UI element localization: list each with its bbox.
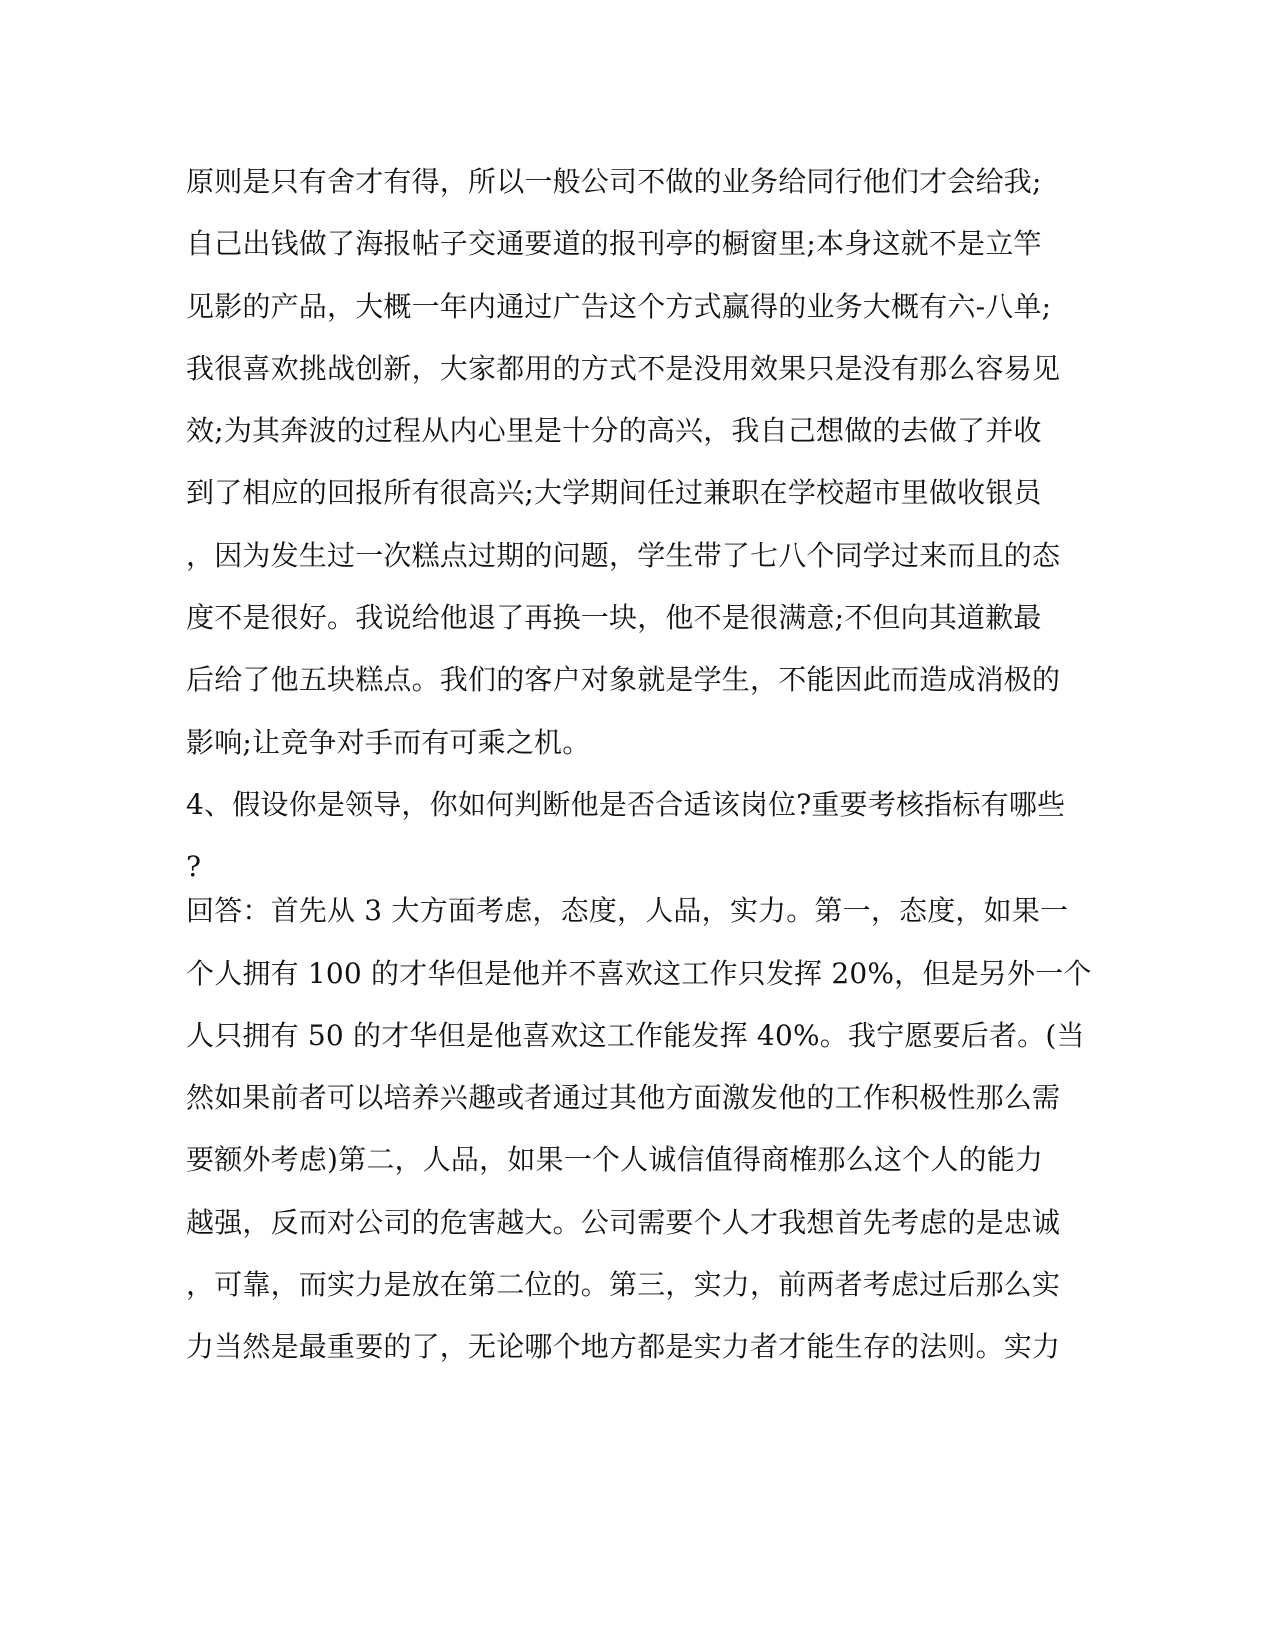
answer-line: 个人拥有 100 的才华但是他并不喜欢这工作只发挥 20%，但是另外一个	[186, 956, 1092, 990]
text-line: 效;为其奔波的过程从内心里是十分的高兴，我自己想做的去做了并收	[186, 414, 1042, 448]
body-text	[186, 162, 1092, 1390]
question-heading-continuation: ?	[186, 850, 202, 884]
text-line: ，因为发生过一次糕点过期的问题，学生带了七八个同学过来而且的态	[186, 538, 1061, 572]
question-heading: 4、假设你是领导，你如何判断他是否合适该岗位?重要考核指标有哪些	[186, 787, 1066, 821]
text-line: 见影的产品，大概一年内通过广告这个方式赢得的业务大概有六-八单;	[186, 289, 1052, 323]
text-line: 原则是只有舍才有得，所以一般公司不做的业务给同行他们才会给我;	[186, 165, 1042, 198]
answer-line: 要额外考虑)第二，人品，如果一个人诚信值得商榷那么这个人的能力	[186, 1143, 1044, 1177]
text-line: 到了相应的回报所有很高兴;大学期间任过兼职在学校超市里做收银员	[186, 476, 1042, 510]
text-line: 后给了他五块糕点。我们的客户对象就是学生，不能因此而造成消极的	[186, 663, 1061, 697]
answer-line: 人只拥有 50 的才华但是他喜欢这工作能发挥 40%。我宁愿要后者。(当	[186, 1018, 1085, 1052]
text-line: 度不是很好。我说给他退了再换一块，他不是很满意;不但向其道歉最	[186, 601, 1042, 635]
text-line: 影响;让竞争对手而有可乘之机。	[186, 725, 591, 759]
answer-line: 越强，反而对公司的危害越大。公司需要个人才我想首先考虑的是忠诚	[186, 1205, 1061, 1239]
answer-line: 回答：首先从 3 大方面考虑，态度，人品，实力。第一，态度，如果一	[186, 894, 1069, 928]
text-line: 自己出钱做了海报帖子交通要道的报刊亭的橱窗里;本身这就不是立竿	[186, 227, 1042, 261]
answer-line: ，可靠，而实力是放在第二位的。第三，实力，前两者考虑过后那么实	[186, 1268, 1061, 1302]
text-line: 我很喜欢挑战创新，大家都用的方式不是没用效果只是没有那么容易见	[186, 351, 1061, 385]
answer-line: 然如果前者可以培养兴趣或者通过其他方面激发他的工作积极性那么需	[186, 1081, 1061, 1115]
answer-line: 力当然是最重要的了，无论哪个地方都是实力者才能生存的法则。实力	[186, 1330, 1061, 1364]
